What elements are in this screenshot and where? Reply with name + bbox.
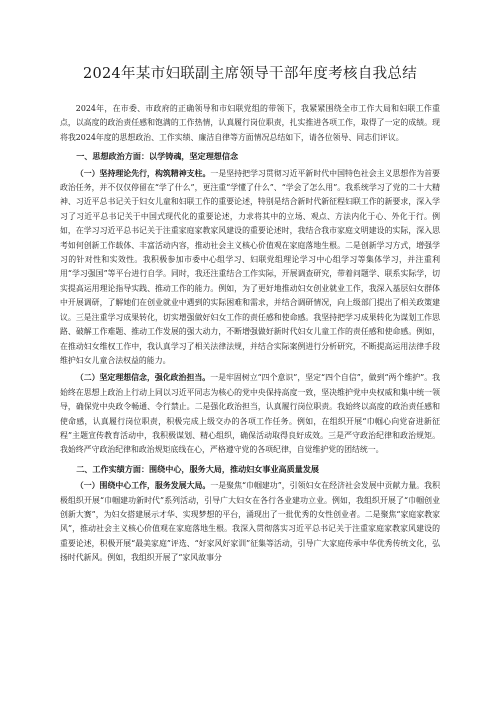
- section-2-item-1: [60, 479, 440, 565]
- section-1-item-1: [60, 167, 440, 369]
- section-1-heading: 一、思想政治方面：以学铸魂，坚定理想信念: [76, 151, 239, 162]
- section-1-item-2: [60, 371, 440, 457]
- section-2-item-1-lead: （一）围绕中心工作，服务发展大局。: [75, 481, 211, 491]
- section-2-item-1-body: 一是聚焦“巾帼建功”，引领妇女在经济社会发展中贡献力量。我积极组织开展“巾帼建功新时代”系列活动，引导广大妇女在各行各业建功立业。例如，我组织开展了“巾帼创业创新大赛”，为妇女搭建展示才华、实现梦想的平台，涌现出了一批优秀的女性创业者。二是聚焦“家庭家教家风”，推动社会主义核心价值观在家庭落地生根。我深入贯彻落实习近平总书记关于注重家庭家教家风建设的重要论述，积极开展“最美家庭”评选、“好家风好家训”征集等活动，引导广大家庭传承中华优秀传统文化，弘扬时代新风。例如，我组织开展了“家风故事分: [60, 481, 440, 563]
- section-1-item-1-lead: （一）坚持理论先行，构筑精神支柱。: [75, 168, 211, 178]
- section-1-item-1-body: 一是坚持把学习贯彻习近平新时代中国特色社会主义思想作为首要政治任务，并不仅仅停留在“学了什么”，更注重“学懂了什么”、“学会了怎么用”。我系统学习了党的二十大精神、习近平总书记关于妇女儿童和妇联工作的重要论述，特别是结合新时代新征程妇联工作的新要求，深入学习了习近平总书记关于中国式现代化的重要论述，力求将其中的立场、观点、方法内化于心、外化于行。例如，在学习习近平总书记关于注重家庭家教家风建设的重要论述时，我结合我市家庭文明建设的实际，深入思考如何创新工作载体、丰富活动内容，推动社会主义核心价值观在家庭落地生根。二是创新学习方式，增强学习的针对性和实效性。我积极参加市委中心组学习、妇联党组理论学习中心组学习等集体学习，并注重利用“学习强国”等平台进行自学。同时，我还注重结合工作实际，开展调查研究，带着问题学、联系实际学，切实提高运用理论指导实践、推动工作的能力。例如，为了更好地推动妇女创业就业工作，我深入基层妇女群体中开展调研，了解她们在创业就业中遇到的实际困难和需求，并结合调研情况，向上级部门提出了相关政策建议。三是注重学习成果转化，切实增强做好妇女工作的责任感和使命感。我坚持把学习成果转化为谋划工作思路、破解工作难题、推动工作发展的强大动力，不断增强做好新时代妇女儿童工作的责任感和使命感。例如，在推动妇女维权工作中，我认真学习了相关法律法规，并结合实际案例进行分析研究，不断提高运用法律手段维护妇女儿童合法权益的能力。: [60, 168, 440, 365]
- intro-paragraph: 2024年，在市委、市政府的正确领导和市妇联党组的带领下，我紧紧围绕全市工作大局和妇联工作重点，以高度的政治责任感和饱满的工作热情，认真履行岗位职责，扎实推进各项工作，取得了一定的成绩。现将我2024年度的思想政治、工作实绩、廉洁自律等方面情况总结如下，请各位领导、同志们评议。: [60, 104, 440, 142]
- section-2-heading: 二、工作实绩方面：围绕中心，服务大局，推动妇女事业高质量发展: [76, 463, 320, 474]
- section-1-item-2-body: 一是牢固树立“四个意识”，坚定“四个自信”，做到“两个维护”。我始终在思想上政治上行动上同以习近平同志为核心的党中央保持高度一致，坚决维护党中央权威和集中统一领导，确保党中央政令畅通、令行禁止。二是强化政治担当，认真履行岗位职责。我始终以高度的政治责任感和使命感，认真履行岗位职责，积极完成上级交办的各项工作任务。例如，在组织开展“巾帼心向党奋进新征程”主题宣传教育活动中，我积极谋划、精心组织，确保活动取得良好成效。三是严守政治纪律和政治规矩。我始终严守政治纪律和政治规矩底线在心，严格遵守党的各项纪律，自觉维护党的团结统一。: [60, 373, 440, 455]
- document-title: 2024年某市妇联副主席领导干部年度考核自我总结: [82, 66, 418, 82]
- section-1-item-2-lead: （二）坚定理想信念，强化政治担当。: [75, 373, 211, 383]
